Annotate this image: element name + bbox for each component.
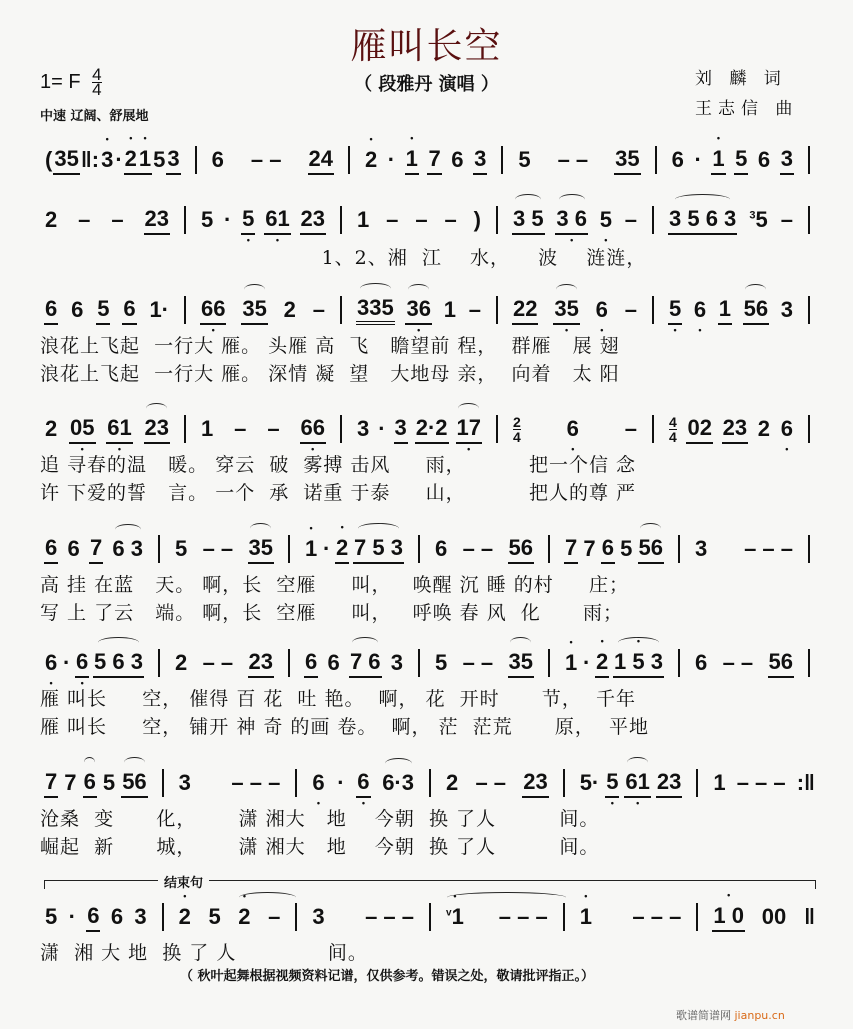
notes-line: 6 • · 6 • 5 6 3 2 – – 23 6 6 7 6 3 5 – – 35 • 1 · • 2 • 1 5 3 6 – – 56: [40, 646, 820, 680]
notes-line: 6 6 7 6 3 5 – – 35 • 1 · • 2 7 5 3 6 – – 56 7 7 6 5 56 3 – – –: [40, 532, 820, 566]
song-title: 雁叫长空: [350, 26, 503, 67]
watermark-domain: jianpu.cn: [734, 1009, 785, 1022]
measure: 6 · • 1 5 6 3: [667, 146, 798, 175]
key-label: 1= F: [40, 70, 81, 93]
notes-line: [40, 143, 820, 177]
notes-line: 2 – – 23 5 · 5 • 61 • 23 1 – – – ) 3 5 3 6 • 5 • – 3 5 6 3 $^3$5 –: [40, 203, 820, 237]
watermark: [676, 1007, 785, 1023]
notes-line: 7 7 6 5 56 3 – – – 6 • · 6 • 6·3 2 – – 23 5· 5 • 61 • 23 1 – – – :‖: [40, 766, 820, 800]
lyric-line-1: 高 挂 在蓝 天。 啊，长 空雁 叫， 唤醒 沉 睡 的村 庄；: [40, 574, 629, 596]
lyric-line-1: 追 寻春的温 暖。 穿云 破 雾搏 击风 雨， 把一个信 念: [40, 454, 636, 476]
notes-line: 6 6 5 6 1· 66 • 35 2 – 335 36 • 1 – 22 35 • 6 • – 5 • 6 • 1 56 3: [40, 293, 820, 327]
measure: ( 35 ‖: • 3 · • 2 • 1 5 3: [40, 146, 185, 175]
measure: • 2 · • 1 7 6 3: [360, 146, 491, 175]
singer-credit: （ 段雅丹 演唱 ）: [354, 74, 499, 95]
transcriber-note: （ 秋叶起舞根据视频资料记谱，仅供参考。错误之处，敬请批评指正。）: [180, 969, 595, 984]
lyric-line-1: 沧桑 变 化， 潇 湘大 地 今朝 换 了人 间。: [40, 808, 600, 830]
time-numerator: 4: [92, 65, 102, 84]
lyric-line-2: 浪花上飞起 一行大 雁。 深情 凝 望 大地母 亲， 向着 太 阳: [40, 363, 620, 385]
time-denominator: 4: [92, 80, 102, 99]
lyric-line-1: 雁 叫长 空， 催得 百 花 吐 艳。 啊， 花 开时 节， 千年: [40, 688, 636, 710]
measure: 5 – – 35: [513, 146, 644, 175]
composer-credit: 王志信 曲: [695, 99, 799, 119]
measure: 6 – – 24: [207, 146, 338, 175]
lyric-line-2: 雁 叫长 空， 铺开 神 奇 的画 卷。 啊， 茫 茫荒 原， 平地: [40, 716, 649, 738]
lyricist-credit: 刘 麟 词: [695, 69, 787, 89]
notes-line: 2 05 • 61 • 23 1 – – 66 • 3 · 3 2·2 17 • $\frac{2}{4}$ 6 • – $\frac{4}{4}$ 02 23 2 6 •: [40, 412, 820, 446]
lyric-line-2: 许 下爱的誓 言。 一个 承 诺重 于泰 山， 把人的尊 严: [40, 482, 636, 504]
lyric-line-2: 崛起 新 城， 潇 湘大 地 今朝 换 了人 间。: [40, 836, 600, 858]
tempo-marking: 中速 辽阔、舒展地: [40, 109, 149, 124]
watermark-site-name: 歌谱简谱网: [676, 1009, 731, 1022]
lyric-line-1: 浪花上飞起 一行大 雁。 头雁 高 飞 瞻望前 程， 群雁 展 翅: [40, 335, 620, 357]
lyric-line-1: 潇 湘 大 地 换 了 人 间。: [40, 942, 368, 964]
ending-label: 结束句: [158, 872, 209, 891]
lyric-line-1: 1、2、湘 江 水， 波 涟涟，: [40, 247, 647, 269]
lyric-line-2: 写 上 了云 端。 啊，长 空雁 叫， 呼唤 春 风 化 雨；: [40, 602, 624, 624]
notes-line: 5 · 6 6 3 • 2 5 • 2 – 3 – – – • $^v$1 – – – • 1 – – – • 1 0 00 ‖: [40, 900, 820, 934]
